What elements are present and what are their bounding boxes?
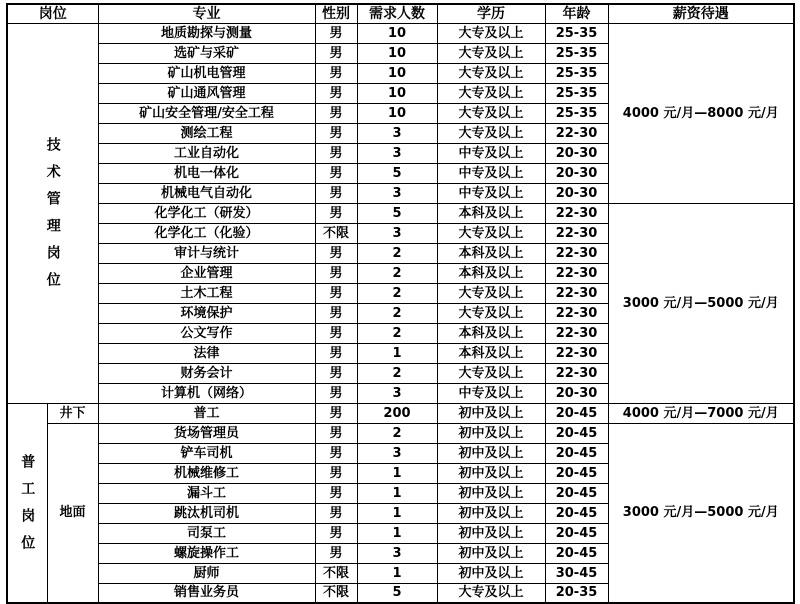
education-cell: 中专及以上 bbox=[437, 143, 545, 163]
gender-cell: 男 bbox=[315, 243, 357, 263]
header-salary: 薪资待遇 bbox=[608, 4, 794, 23]
demand-cell: 10 bbox=[357, 103, 437, 123]
position-group-cell-label: 技术管理岗位 bbox=[44, 137, 61, 299]
gender-cell: 男 bbox=[315, 443, 357, 463]
header-gender: 性别 bbox=[315, 4, 357, 23]
salary-cell: 3000 元/月—5000 元/月 bbox=[608, 203, 794, 403]
education-cell: 初中及以上 bbox=[437, 523, 545, 543]
major-cell: 螺旋操作工 bbox=[98, 543, 315, 563]
age-cell: 20-45 bbox=[545, 423, 608, 443]
age-cell: 25-35 bbox=[545, 63, 608, 83]
gender-cell: 不限 bbox=[315, 223, 357, 243]
gender-cell: 男 bbox=[315, 123, 357, 143]
gender-cell: 男 bbox=[315, 303, 357, 323]
major-cell: 普工 bbox=[98, 403, 315, 423]
demand-cell: 1 bbox=[357, 563, 437, 583]
education-cell: 本科及以上 bbox=[437, 323, 545, 343]
demand-cell: 2 bbox=[357, 263, 437, 283]
age-cell: 25-35 bbox=[545, 103, 608, 123]
major-cell: 跳汰机司机 bbox=[98, 503, 315, 523]
education-cell: 初中及以上 bbox=[437, 563, 545, 583]
gender-cell: 不限 bbox=[315, 583, 357, 603]
demand-cell: 1 bbox=[357, 343, 437, 363]
education-cell: 大专及以上 bbox=[437, 63, 545, 83]
major-cell: 铲车司机 bbox=[98, 443, 315, 463]
demand-cell: 5 bbox=[357, 163, 437, 183]
education-cell: 大专及以上 bbox=[437, 223, 545, 243]
gender-cell: 男 bbox=[315, 383, 357, 403]
education-cell: 初中及以上 bbox=[437, 423, 545, 443]
education-cell: 大专及以上 bbox=[437, 123, 545, 143]
gender-cell: 男 bbox=[315, 283, 357, 303]
demand-cell: 2 bbox=[357, 243, 437, 263]
major-cell: 化学化工（化验） bbox=[98, 223, 315, 243]
education-cell: 本科及以上 bbox=[437, 243, 545, 263]
age-cell: 22-30 bbox=[545, 283, 608, 303]
education-cell: 初中及以上 bbox=[437, 443, 545, 463]
age-cell: 22-30 bbox=[545, 123, 608, 143]
age-cell: 20-45 bbox=[545, 543, 608, 563]
education-cell: 中专及以上 bbox=[437, 383, 545, 403]
age-cell: 22-30 bbox=[545, 323, 608, 343]
header-demand: 需求人数 bbox=[357, 4, 437, 23]
salary-cell: 3000 元/月—5000 元/月 bbox=[608, 423, 794, 603]
age-cell: 22-30 bbox=[545, 243, 608, 263]
education-cell: 大专及以上 bbox=[437, 83, 545, 103]
demand-cell: 2 bbox=[357, 423, 437, 443]
education-cell: 中专及以上 bbox=[437, 163, 545, 183]
gender-cell: 男 bbox=[315, 403, 357, 423]
gender-cell: 男 bbox=[315, 203, 357, 223]
demand-cell: 2 bbox=[357, 303, 437, 323]
demand-cell: 1 bbox=[357, 503, 437, 523]
demand-cell: 2 bbox=[357, 323, 437, 343]
gender-cell: 男 bbox=[315, 323, 357, 343]
age-cell: 20-30 bbox=[545, 143, 608, 163]
major-cell: 财务会计 bbox=[98, 363, 315, 383]
major-cell: 公文写作 bbox=[98, 323, 315, 343]
education-cell: 大专及以上 bbox=[437, 583, 545, 603]
major-cell: 矿山通风管理 bbox=[98, 83, 315, 103]
demand-cell: 3 bbox=[357, 183, 437, 203]
demand-cell: 1 bbox=[357, 483, 437, 503]
age-cell: 25-35 bbox=[545, 83, 608, 103]
position-group-cell-label: 普工岗位 bbox=[19, 453, 36, 562]
major-cell: 销售业务员 bbox=[98, 583, 315, 603]
education-cell: 大专及以上 bbox=[437, 283, 545, 303]
table-body bbox=[7, 23, 794, 603]
gender-cell: 男 bbox=[315, 183, 357, 203]
education-cell: 中专及以上 bbox=[437, 183, 545, 203]
major-cell: 化学化工（研发） bbox=[98, 203, 315, 223]
position-group-cell bbox=[7, 403, 47, 603]
age-cell: 20-30 bbox=[545, 383, 608, 403]
salary-cell: 4000 元/月—7000 元/月 bbox=[608, 403, 794, 423]
major-cell: 漏斗工 bbox=[98, 483, 315, 503]
gender-cell: 男 bbox=[315, 163, 357, 183]
salary-cell: 4000 元/月—8000 元/月 bbox=[608, 23, 794, 203]
recruitment-table bbox=[6, 3, 795, 604]
header-row bbox=[7, 4, 794, 23]
age-cell: 22-30 bbox=[545, 343, 608, 363]
age-cell: 22-30 bbox=[545, 203, 608, 223]
education-cell: 初中及以上 bbox=[437, 463, 545, 483]
header-major: 专业 bbox=[98, 4, 315, 23]
demand-cell: 2 bbox=[357, 283, 437, 303]
demand-cell: 3 bbox=[357, 543, 437, 563]
education-cell: 大专及以上 bbox=[437, 23, 545, 43]
education-cell: 本科及以上 bbox=[437, 203, 545, 223]
age-cell: 20-30 bbox=[545, 163, 608, 183]
education-cell: 大专及以上 bbox=[437, 363, 545, 383]
gender-cell: 男 bbox=[315, 543, 357, 563]
gender-cell: 男 bbox=[315, 263, 357, 283]
gender-cell: 男 bbox=[315, 23, 357, 43]
gender-cell: 男 bbox=[315, 143, 357, 163]
demand-cell: 10 bbox=[357, 83, 437, 103]
education-cell: 大专及以上 bbox=[437, 43, 545, 63]
major-cell: 货场管理员 bbox=[98, 423, 315, 443]
age-cell: 30-45 bbox=[545, 563, 608, 583]
gender-cell: 男 bbox=[315, 83, 357, 103]
position-group-cell bbox=[7, 23, 98, 403]
demand-cell: 200 bbox=[357, 403, 437, 423]
demand-cell: 5 bbox=[357, 583, 437, 603]
gender-cell: 男 bbox=[315, 483, 357, 503]
age-cell: 22-30 bbox=[545, 223, 608, 243]
age-cell: 25-35 bbox=[545, 23, 608, 43]
gender-cell: 男 bbox=[315, 423, 357, 443]
age-cell: 22-30 bbox=[545, 263, 608, 283]
major-cell: 矿山机电管理 bbox=[98, 63, 315, 83]
major-cell: 土木工程 bbox=[98, 283, 315, 303]
education-cell: 初中及以上 bbox=[437, 543, 545, 563]
major-cell: 机械维修工 bbox=[98, 463, 315, 483]
demand-cell: 3 bbox=[357, 223, 437, 243]
age-cell: 25-35 bbox=[545, 43, 608, 63]
demand-cell: 1 bbox=[357, 463, 437, 483]
major-cell: 矿山安全管理/安全工程 bbox=[98, 103, 315, 123]
major-cell: 工业自动化 bbox=[98, 143, 315, 163]
gender-cell: 男 bbox=[315, 63, 357, 83]
demand-cell: 10 bbox=[357, 43, 437, 63]
age-cell: 20-35 bbox=[545, 583, 608, 603]
demand-cell: 10 bbox=[357, 63, 437, 83]
major-cell: 司泵工 bbox=[98, 523, 315, 543]
age-cell: 22-30 bbox=[545, 363, 608, 383]
gender-cell: 男 bbox=[315, 343, 357, 363]
gender-cell: 不限 bbox=[315, 563, 357, 583]
table-row bbox=[7, 203, 794, 223]
gender-cell: 男 bbox=[315, 523, 357, 543]
demand-cell: 3 bbox=[357, 443, 437, 463]
age-cell: 20-45 bbox=[545, 463, 608, 483]
age-cell: 20-45 bbox=[545, 443, 608, 463]
education-cell: 大专及以上 bbox=[437, 303, 545, 323]
gender-cell: 男 bbox=[315, 43, 357, 63]
table-row bbox=[7, 423, 794, 443]
position-sub-cell: 井下 bbox=[47, 403, 98, 423]
education-cell: 本科及以上 bbox=[437, 263, 545, 283]
demand-cell: 10 bbox=[357, 23, 437, 43]
age-cell: 22-30 bbox=[545, 303, 608, 323]
header-age: 年龄 bbox=[545, 4, 608, 23]
major-cell: 选矿与采矿 bbox=[98, 43, 315, 63]
header-position: 岗位 bbox=[7, 4, 98, 23]
age-cell: 20-45 bbox=[545, 483, 608, 503]
demand-cell: 3 bbox=[357, 123, 437, 143]
education-cell: 初中及以上 bbox=[437, 503, 545, 523]
age-cell: 20-45 bbox=[545, 523, 608, 543]
education-cell: 初中及以上 bbox=[437, 483, 545, 503]
demand-cell: 3 bbox=[357, 383, 437, 403]
age-cell: 20-45 bbox=[545, 403, 608, 423]
demand-cell: 5 bbox=[357, 203, 437, 223]
table-row bbox=[7, 23, 794, 43]
major-cell: 环境保护 bbox=[98, 303, 315, 323]
demand-cell: 2 bbox=[357, 363, 437, 383]
demand-cell: 1 bbox=[357, 523, 437, 543]
major-cell: 计算机（网络） bbox=[98, 383, 315, 403]
gender-cell: 男 bbox=[315, 503, 357, 523]
gender-cell: 男 bbox=[315, 103, 357, 123]
demand-cell: 3 bbox=[357, 143, 437, 163]
table-row bbox=[7, 403, 794, 423]
gender-cell: 男 bbox=[315, 363, 357, 383]
position-sub-cell: 地面 bbox=[47, 423, 98, 603]
age-cell: 20-30 bbox=[545, 183, 608, 203]
major-cell: 机械电气自动化 bbox=[98, 183, 315, 203]
major-cell: 法律 bbox=[98, 343, 315, 363]
age-cell: 20-45 bbox=[545, 503, 608, 523]
major-cell: 厨师 bbox=[98, 563, 315, 583]
major-cell: 测绘工程 bbox=[98, 123, 315, 143]
education-cell: 初中及以上 bbox=[437, 403, 545, 423]
education-cell: 本科及以上 bbox=[437, 343, 545, 363]
major-cell: 审计与统计 bbox=[98, 243, 315, 263]
major-cell: 机电一体化 bbox=[98, 163, 315, 183]
education-cell: 大专及以上 bbox=[437, 103, 545, 123]
header-education: 学历 bbox=[437, 4, 545, 23]
major-cell: 企业管理 bbox=[98, 263, 315, 283]
gender-cell: 男 bbox=[315, 463, 357, 483]
major-cell: 地质勘探与测量 bbox=[98, 23, 315, 43]
